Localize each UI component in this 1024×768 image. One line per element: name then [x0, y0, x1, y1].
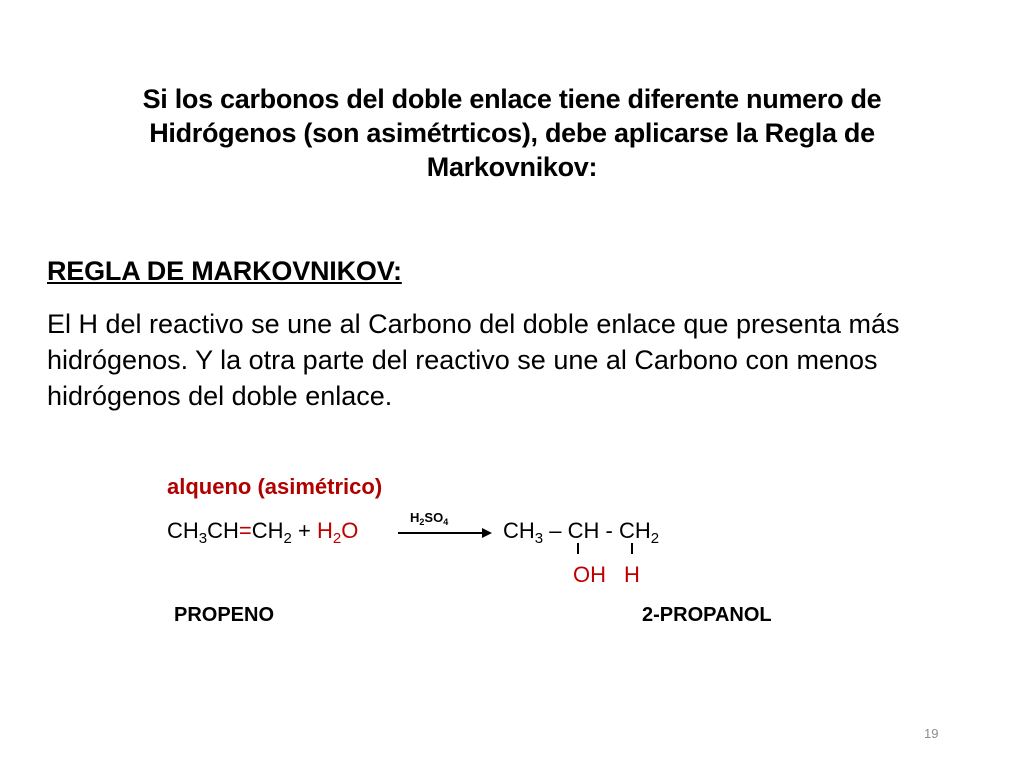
plus-sign: +: [291, 518, 317, 543]
double-bond: =: [238, 518, 252, 543]
alkene-label: alqueno (asimétrico): [167, 474, 383, 499]
arrow-line: [398, 532, 484, 534]
water-h: H: [316, 518, 333, 543]
page-number: 19: [924, 726, 939, 741]
product-sub3: 3: [534, 530, 544, 547]
slide-title: Si los carbonos del doble enlace tiene diferente numero de Hidrógenos (son asimétrticos), debe aplicarse la Regla de Markovnikov:: [142, 84, 882, 182]
substituent-h: H: [624, 562, 640, 587]
reactant-formula: [167, 518, 359, 547]
product-hyphen: -: [599, 518, 619, 543]
product-sub2: 2: [650, 530, 660, 547]
reactant-ch: CH: [167, 518, 199, 543]
reaction-arrow: [398, 510, 494, 544]
catalyst-label: [410, 510, 448, 525]
bond-to-oh: [577, 543, 579, 554]
catalyst-so: SO: [424, 510, 444, 525]
product-formula: [503, 518, 660, 547]
reactant-sub3: 3: [198, 530, 208, 547]
reactant-ch-3: CH: [251, 518, 284, 543]
substituent-oh: OH: [573, 562, 606, 587]
reactant-ch-2: CH: [207, 518, 239, 543]
bond-to-h: [631, 543, 633, 554]
rule-text: El H del reactivo se une al Carbono del doble enlace que presenta más hidrógenos. Y la otra parte del reactivo se une al Carbono con menos hidrógenos del doble enlace.: [47, 309, 900, 411]
water-sub: 2: [332, 530, 342, 547]
substituents: [573, 562, 640, 588]
reactant-name: PROPENO: [174, 604, 275, 626]
rule-heading: REGLA DE MARKOVNIKOV:: [47, 256, 402, 286]
catalyst-sub2: 2: [419, 517, 425, 527]
product-ch-mid: CH: [567, 518, 600, 543]
product-dash: –: [543, 518, 568, 543]
catalyst-sub4: 4: [443, 517, 449, 527]
product-ch: CH: [503, 518, 535, 543]
arrow-head-icon: [482, 528, 492, 538]
catalyst-h: H: [410, 510, 420, 525]
product-ch-end: CH: [618, 518, 651, 543]
product-name: 2-PROPANOL: [642, 604, 772, 626]
water-o: O: [341, 518, 359, 543]
reactant-sub2: 2: [283, 530, 292, 547]
